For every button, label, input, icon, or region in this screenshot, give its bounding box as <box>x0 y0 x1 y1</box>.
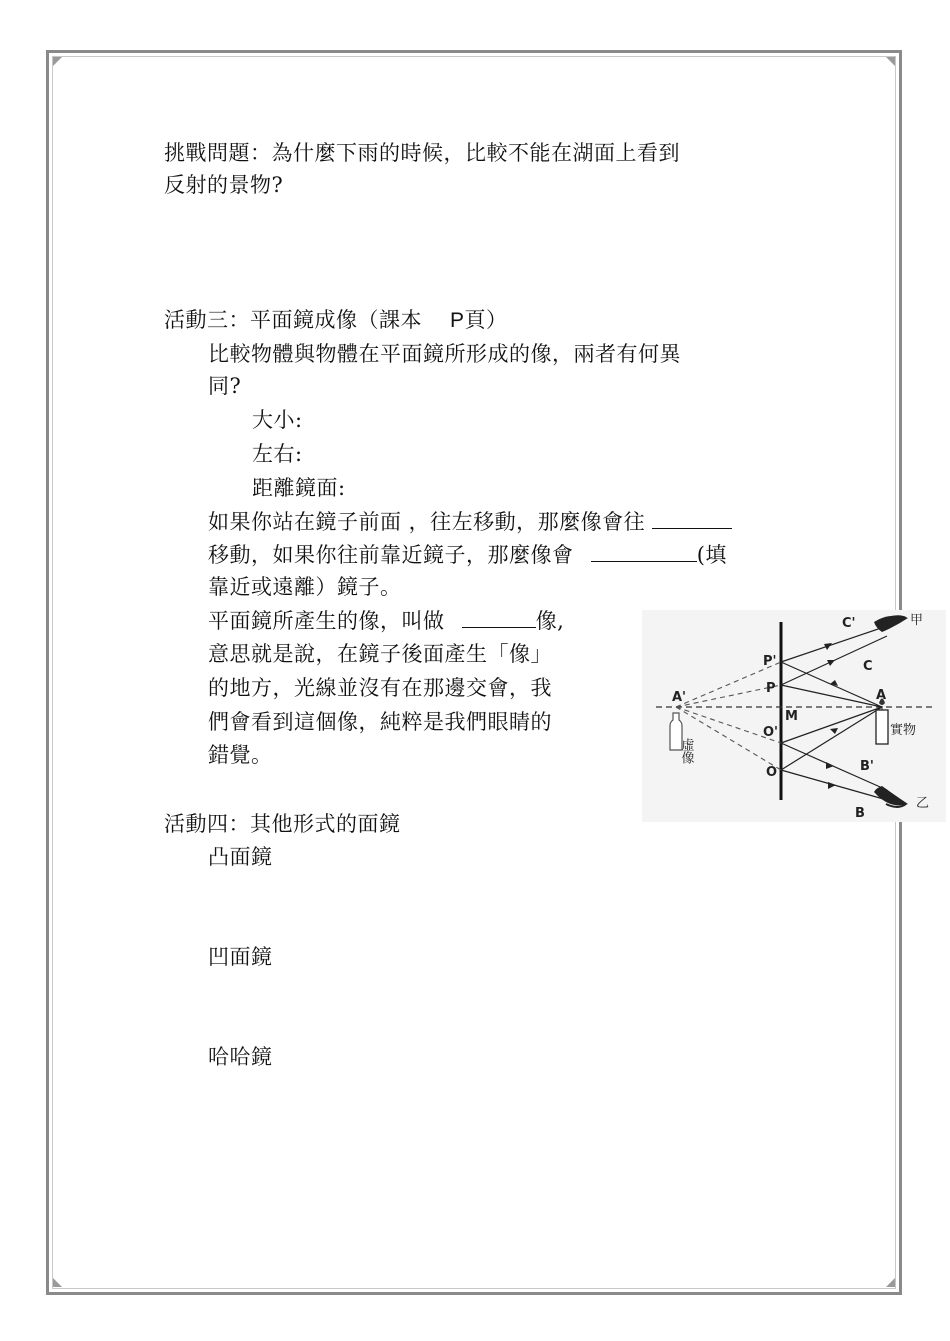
eye-jia-icon <box>874 616 908 632</box>
move-question-line1 <box>208 506 732 538</box>
eye-yi-icon <box>874 786 908 807</box>
label-a-prime: A' <box>672 690 687 705</box>
corner-ornament-bottom-right <box>886 1278 895 1287</box>
label-jia: 甲 <box>910 613 924 628</box>
virtual-image-line4: 們會看到這個像，純粹是我們眼睛的 <box>208 710 552 734</box>
label-a: A <box>876 688 887 703</box>
label-yi: 乙 <box>916 796 930 811</box>
challenge-question-line2: 反射的景物? <box>164 173 284 197</box>
label-real-object: 實物 <box>890 723 917 738</box>
answer-blank-image-type[interactable] <box>462 607 536 628</box>
activity3-page-ref: P頁） <box>450 309 508 332</box>
virtual-image-line2: 意思就是說，在鏡子後面產生「像」 <box>208 642 552 666</box>
label-o-prime: O' <box>763 725 779 740</box>
ray-diagram-svg <box>642 610 946 822</box>
label-c: C <box>863 659 873 674</box>
label-b: B <box>855 806 865 821</box>
plane-mirror-ray-diagram <box>642 610 946 822</box>
activity3-title: 活動三：平面鏡成像（課本 <box>164 308 422 332</box>
activity4-title: 活動四：其他形式的面鏡 <box>164 812 401 836</box>
mirror-type-convex: 凸面鏡 <box>208 845 273 869</box>
label-virtual-image: 虛像 <box>678 738 694 764</box>
compare-question-line1: 比較物體與物體在平面鏡所形成的像，兩者有何異 <box>208 342 681 366</box>
compare-item-distance: 距離鏡面: <box>252 476 346 500</box>
virtual-image-line3: 的地方，光線並沒有在那邊交會，我 <box>208 676 552 700</box>
move-question-text1: 如果你站在鏡子前面 ，往左移動，那麼像會往 <box>208 510 646 534</box>
label-p: P <box>766 681 776 696</box>
label-o: O <box>766 765 778 780</box>
challenge-question-line1: 挑戰問題：為什麼下雨的時候，比較不能在湖面上看到 <box>164 141 680 165</box>
corner-ornament-top-left <box>53 57 62 66</box>
virtual-image-line1 <box>208 605 564 637</box>
mirror-type-concave: 凹面鏡 <box>208 945 273 969</box>
corner-ornament-bottom-left <box>53 1278 62 1287</box>
mirror-type-funhouse: 哈哈鏡 <box>208 1045 273 1069</box>
compare-item-left-right: 左右: <box>252 442 303 466</box>
virtual-image-text1a: 平面鏡所產生的像，叫做 <box>208 609 445 633</box>
compare-question-line2: 同? <box>208 374 242 398</box>
move-question-line3: 靠近或遠離）鏡子。 <box>208 575 402 599</box>
label-c-prime: C' <box>842 616 856 631</box>
label-p-prime: P' <box>763 654 777 669</box>
move-question-text2a: 移動，如果你往前靠近鏡子，那麼像會 <box>208 543 574 567</box>
label-m: M <box>785 709 798 724</box>
move-question-text2b: (填 <box>696 543 727 567</box>
answer-blank-direction[interactable] <box>652 508 732 529</box>
compare-item-size: 大小: <box>252 408 303 432</box>
move-question-line2 <box>208 539 727 571</box>
activity3-heading <box>164 304 508 337</box>
virtual-image-line5: 錯覺。 <box>208 743 273 767</box>
label-b-prime: B' <box>860 759 874 774</box>
virtual-image-text1b: 像, <box>535 609 565 633</box>
answer-blank-near-far[interactable] <box>591 541 697 562</box>
corner-ornament-top-right <box>886 57 895 66</box>
